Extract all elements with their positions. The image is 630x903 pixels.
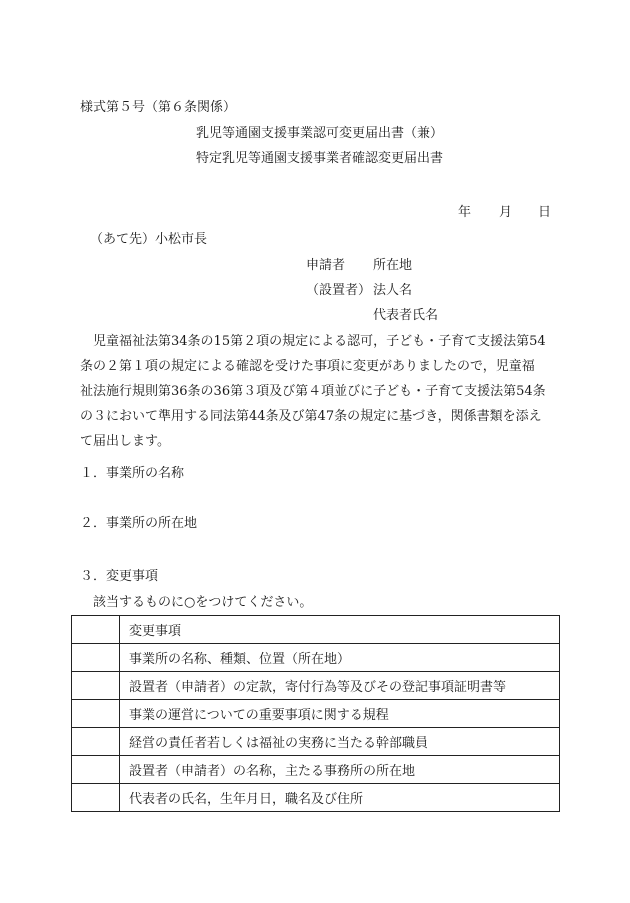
applicant-role-sub: （設置者）	[306, 283, 372, 298]
date-month: 月	[499, 205, 513, 220]
table-row	[72, 700, 560, 728]
table-row	[72, 672, 560, 700]
change-item-label: 事業の運営についての重要事項に関する規程	[120, 700, 560, 728]
instruction-text: 該当するものに○をつけてください。	[93, 595, 313, 610]
form-number: 様式第５号（第６条関係）	[80, 100, 237, 115]
change-item-label: 設置者（申請者）の定款，寄付行為等及びその登記事項証明書等	[120, 672, 560, 700]
date-day: 日	[538, 205, 552, 220]
check-cell[interactable]	[72, 784, 120, 812]
body-line: 児童福祉法第34条の15第２項の規定による認可，子ども・子育て支援法第54	[93, 334, 546, 349]
body-line: て届出します。	[80, 434, 170, 449]
body-paragraph	[80, 329, 558, 454]
table-row	[72, 756, 560, 784]
body-line: 祉法施行規則第36条の36第３項及び第４項並びに子ども・子育て支援法第54条	[80, 384, 546, 399]
change-items-table	[71, 615, 560, 812]
section-3-heading: ３．変更事項	[80, 569, 159, 584]
table-row	[72, 728, 560, 756]
table-row	[72, 784, 560, 812]
address-label: 所在地	[373, 258, 413, 273]
section-2-heading: ２．事業所の所在地	[80, 516, 198, 531]
table-row	[72, 644, 560, 672]
representative-label: 代表者氏名	[373, 308, 439, 323]
section-1-heading: １．事業所の名称	[80, 466, 185, 481]
corp-name-label: 法人名	[373, 283, 413, 298]
table-header-label: 変更事項	[120, 616, 560, 644]
check-cell[interactable]	[72, 644, 120, 672]
date-year: 年	[458, 205, 472, 220]
change-item-label: 設置者（申請者）の名称，主たる事務所の所在地	[120, 756, 560, 784]
check-cell[interactable]	[72, 728, 120, 756]
addressee: （あて先）小松市長	[90, 232, 208, 247]
title-line-2: 特定乳児等通園支援事業者確認変更届出書	[196, 151, 444, 166]
body-line: の３において準用する同法第44条及び第47条の規定に基づき，関係書類を添え	[80, 409, 542, 424]
title-line-1: 乳児等通園支援事業認可変更届出書（兼）	[196, 126, 444, 141]
change-item-label: 代表者の氏名，生年月日，職名及び住所	[120, 784, 560, 812]
body-line: 条の２第１項の規定による確認を受けた事項に変更がありましたので，児童福	[80, 359, 535, 374]
check-cell[interactable]	[72, 672, 120, 700]
table-header-check-cell	[72, 616, 120, 644]
change-item-label: 経営の責任者若しくは福祉の実務に当たる幹部職員	[120, 728, 560, 756]
check-cell[interactable]	[72, 756, 120, 784]
change-item-label: 事業所の名称、種類、位置（所在地）	[120, 644, 560, 672]
applicant-role: 申請者	[306, 258, 346, 273]
table-header-row	[72, 616, 560, 644]
check-cell[interactable]	[72, 700, 120, 728]
